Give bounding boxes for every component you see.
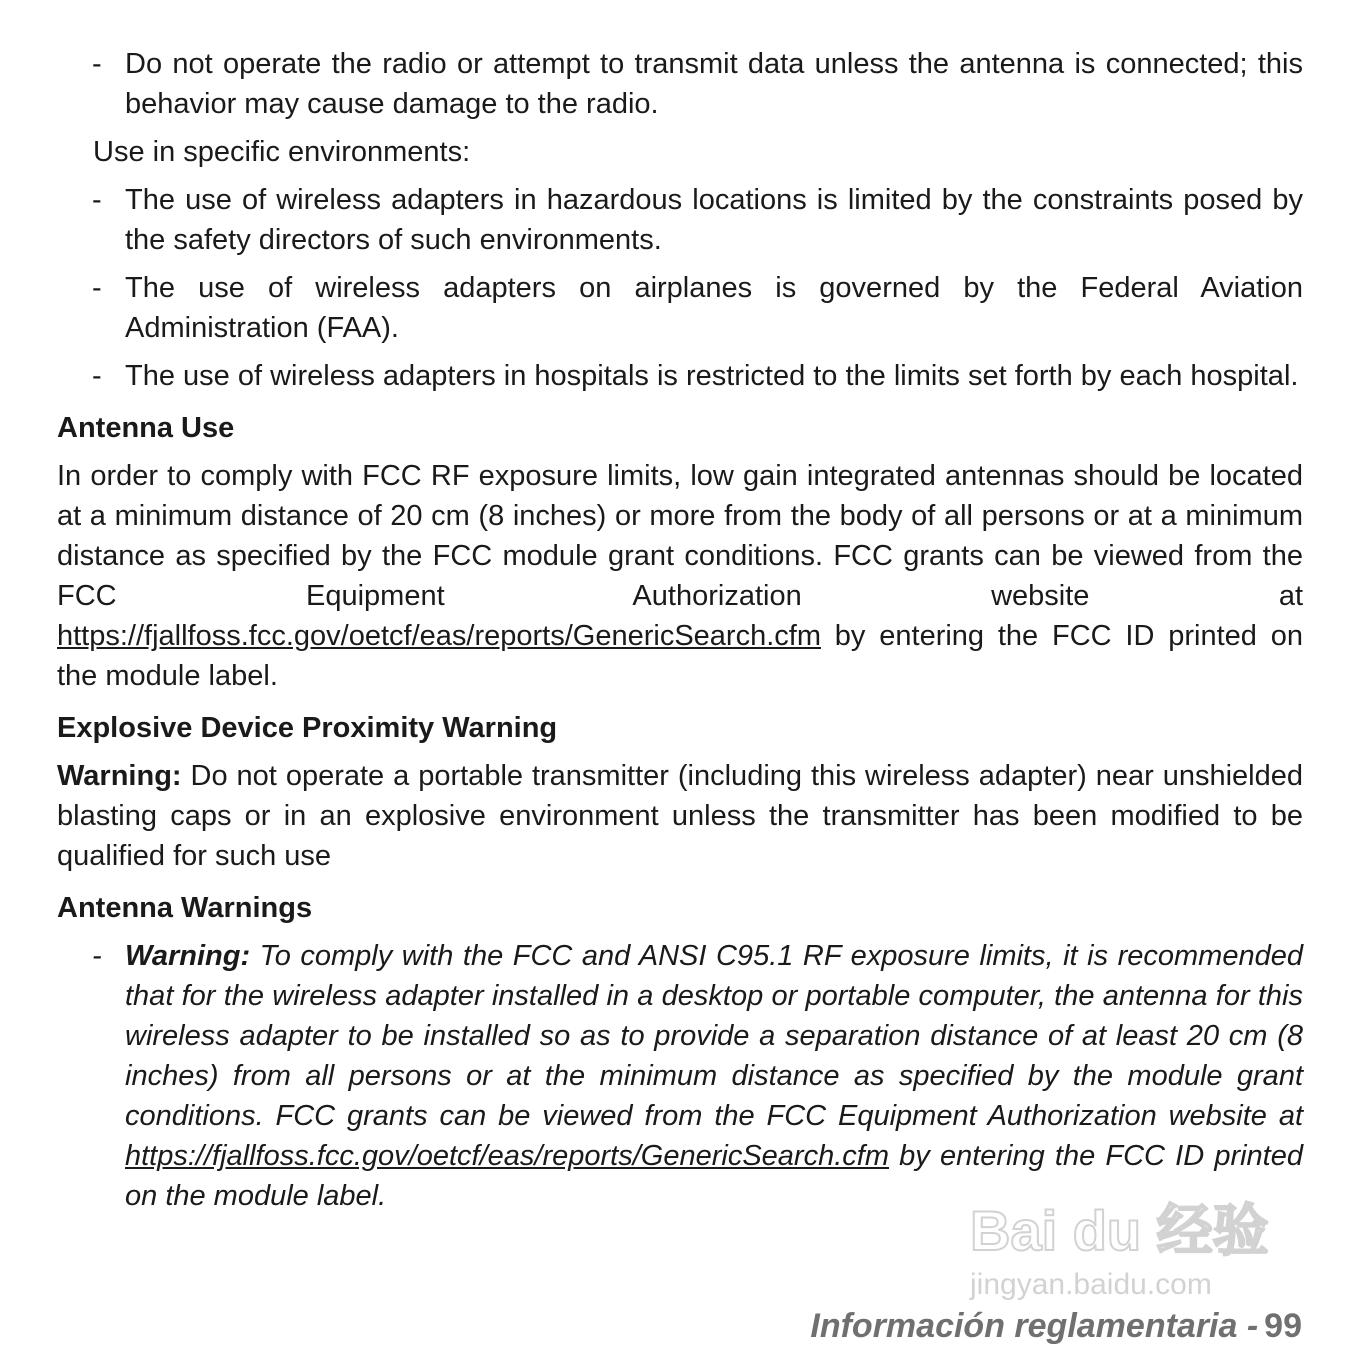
env-intro: Use in specific environments: (93, 136, 471, 168)
warning-label: Warning: (57, 760, 182, 792)
bullet-antenna-warning (92, 936, 1303, 1216)
antenna-warning-text: To comply with the FCC and ANSI C95.1 RF exposure limits, it is recommended that for the wireless adapter installed in a desktop or portable computer, the antenna for this wireless adapter to be installed so as to provide a separation distance of at least 20 cm (8 inches) from all persons or at the minimum distance as specified by the module grant conditions. FCC grants can be viewed from the FCC Equipment Authorization website at (125, 940, 1303, 1132)
bullet-dash: - (92, 272, 102, 304)
bullet-dash: - (92, 940, 102, 972)
fcc-search-link[interactable]: https://fjallfoss.fcc.gov/oetcf/eas/reports/GenericSearch.cfm (125, 1140, 889, 1172)
bullet-hospitals (92, 356, 1303, 396)
bullet-dash: - (92, 184, 102, 216)
antenna-use-paragraph (57, 456, 1303, 696)
fcc-search-link[interactable]: https://fjallfoss.fcc.gov/oetcf/eas/reports/GenericSearch.cfm (57, 620, 821, 652)
bullet-dash: - (92, 360, 102, 392)
bullet-dash: - (92, 48, 102, 80)
antenna-use-heading: Antenna Use (57, 412, 235, 444)
bullet-hazardous (92, 180, 1303, 260)
baidu-watermark (960, 1188, 1280, 1308)
explosive-paragraph (57, 756, 1303, 876)
antenna-warning-text-end: by entering the FCC ID printed on the module label. (125, 1140, 1303, 1212)
watermark-url: jingyan.baidu.com (970, 1268, 1212, 1301)
antenna-use-text: In order to comply with FCC RF exposure limits, low gain integrated antennas should be located at a minimum distance of 20 cm (8 inches) or more from the body of all persons or at a minimum distance as specified by the FCC module grant conditions. FCC grants can be viewed from the FCC Equipment Authorization website at (57, 460, 1303, 612)
page-footer (810, 1306, 1302, 1346)
antenna-use-text-end: by entering the FCC ID printed on the module label. (57, 620, 1303, 692)
bullet-text: Do not operate the radio or attempt to transmit data unless the antenna is connected; this behavior may cause damage to the radio. (125, 48, 1303, 120)
page-body (57, 44, 1303, 1224)
footer-title: Información reglamentaria - (810, 1307, 1259, 1345)
bullet-antenna-connected (92, 44, 1303, 124)
bullet-text: The use of wireless adapters in hazardous locations is limited by the constraints posed by the safety directors of such environments. (125, 184, 1303, 256)
warning-label: Warning: (125, 940, 251, 972)
bullet-airplanes (92, 268, 1303, 348)
explosive-heading: Explosive Device Proximity Warning (57, 712, 558, 744)
bullet-text (125, 936, 1303, 1216)
bullet-text: The use of wireless adapters on airplanes is governed by the Federal Aviation Administration (FAA). (125, 272, 1303, 344)
antenna-warnings-heading: Antenna Warnings (57, 892, 313, 924)
explosive-text: Do not operate a portable transmitter (including this wireless adapter) near unshielded blasting caps or in an explosive environment unless the transmitter has been modified to be qualified for such use (57, 760, 1303, 872)
page-number: 99 (1264, 1307, 1302, 1345)
watermark-brand: Bai du 经验 (970, 1199, 1269, 1262)
bullet-text: The use of wireless adapters in hospitals is restricted to the limits set forth by each hospital. (125, 360, 1299, 392)
